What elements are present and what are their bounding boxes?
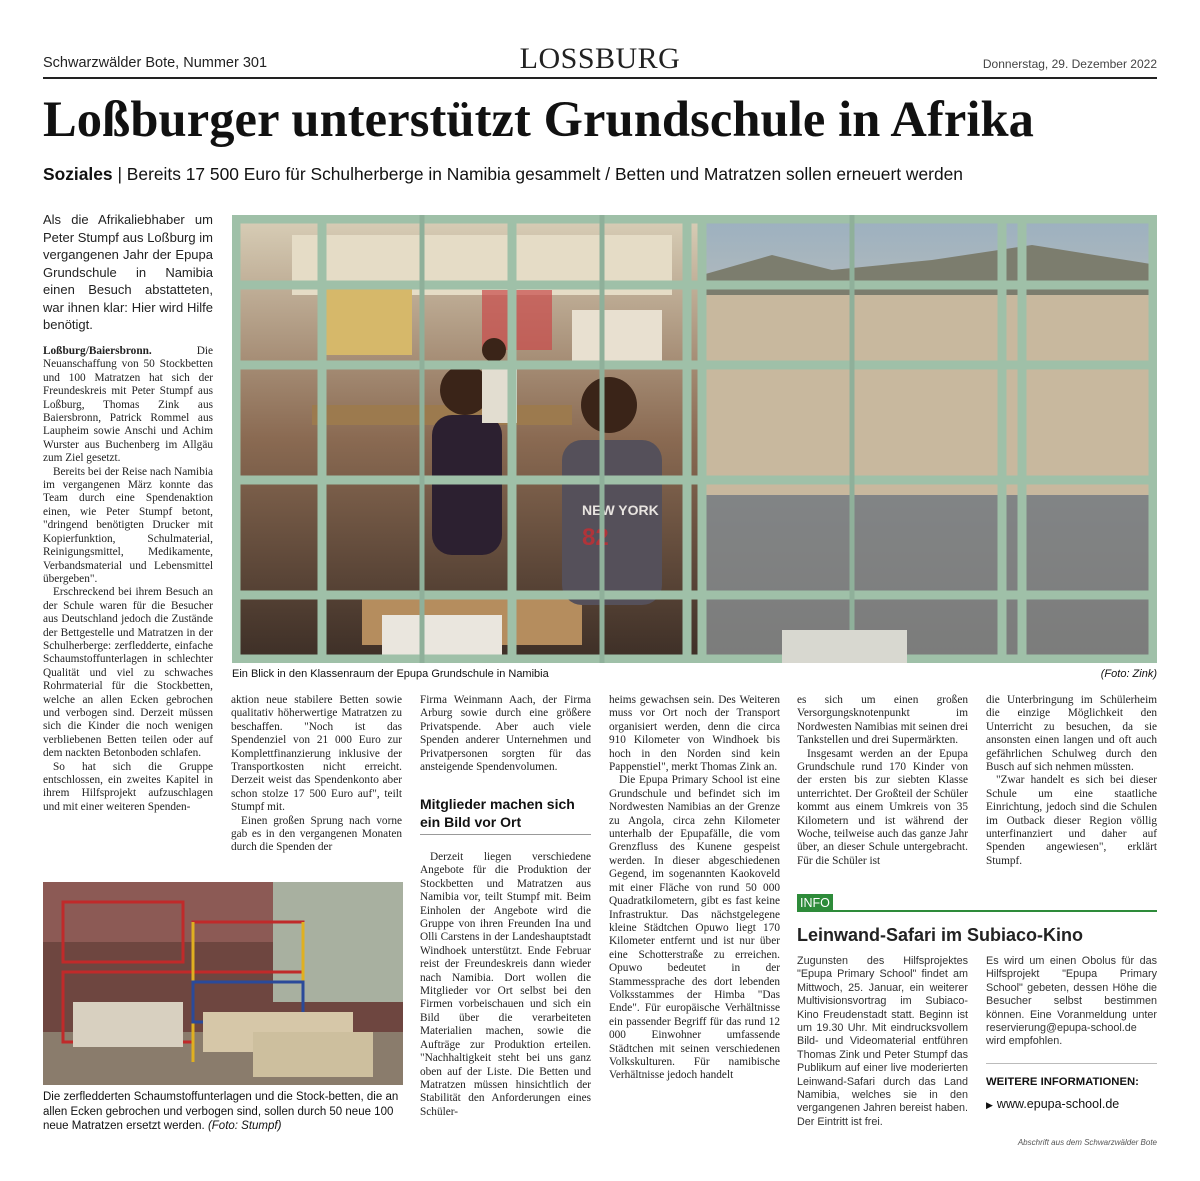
- kicker: Soziales: [43, 164, 113, 184]
- main-photo-caption: [232, 668, 1157, 680]
- column-1: [43, 345, 213, 814]
- caption-text: Ein Blick in den Klassenraum der Epupa Grundschule in Namibia: [232, 668, 549, 680]
- masthead-rule: [43, 77, 1157, 79]
- paragraph: Erschreckend bei ihrem Besuch an der Schule waren für die Besucher aus Deutschland jedoch die Zustände der Bettgestelle und Matratzen in der Schulherberge: zerfledderte, einfache Schaumstoffunterlagen in schlechter Qualität und viel zu schwaches Rohrmaterial für die Stockbetten, welche an allen Ecken gebrochen und verbogen sind. Derzeit müssen sich die Kinder die noch wenigen verbliebenen Betten teilen oder auf dem nackten Betonboden schlafen.: [43, 586, 213, 760]
- issue-date: Donnerstag, 29. Dezember 2022: [982, 57, 1157, 71]
- info-rule: [833, 910, 1157, 912]
- paragraph: Bereits bei der Reise nach Namibia im vergangenen März konnte das Team durch eine Spendenaktion einen, wie Peter Stumpf betont, "dringend benötigten Drucker mit Kopierfunktion, Schulmaterial, Reinigungsmittel, Medikamente, Verbandsmaterial und Lebensmittel übergeben".: [43, 465, 213, 585]
- svg-text:82: 82: [582, 524, 609, 551]
- paragraph: Einen großen Sprung nach vorne gab es in den vergangenen Monaten durch die Spenden der: [231, 814, 402, 854]
- section-title: LOSSBURG: [519, 42, 681, 75]
- bunk-photo-caption: [43, 1090, 403, 1134]
- bunk-beds-photo: [43, 882, 403, 1085]
- info-text-2: Es wird um einen Obolus für das Hilfsprojekt "Epupa Primary School" gebeten, dessen Höhe die Besucher selbst bestimmen können. Eine Voranmeldung unter reservierung@epupa-school.de wird empfohlen.: [986, 955, 1157, 1048]
- photo-credit: (Foto: Stumpf): [207, 1120, 282, 1132]
- paragraph: So hat sich die Gruppe entschlossen, ein zweites Kapitel in ihrem Hilfsprojekt aufzuschlagen und mit einer weiteren Spenden-: [43, 760, 213, 813]
- more-info-heading: WEITERE INFORMATIONEN:: [986, 1076, 1139, 1088]
- column-3: [420, 694, 591, 774]
- subhead-rule: [420, 834, 591, 835]
- link-text[interactable]: www.epupa-school.de: [996, 1097, 1120, 1111]
- dateline: Loßburg/Baiersbronn.: [43, 345, 152, 357]
- paper-name: Schwarzwälder Bote, Nummer 301: [43, 55, 268, 71]
- triangle-right-icon: ▶: [986, 1100, 993, 1110]
- info-text-1: Zugunsten des Hilfsprojektes "Epupa Primary School" findet am Mittwoch, 25. Januar, ein weiterer Multivisionsvortrag im Subiaco-Kino Freudenstadt statt. Beginn ist um 19.30 Uhr. Mit eindrucksvollem Bild- und Videomaterial entführen Thomas Zink und Peter Stumpf das Publikum auf einer live moderierten Leinwand-Safari durch das Land Namibia, welches sie in den vergangenen Jahren bereist haben. Der Eintritt ist frei.: [797, 955, 968, 1128]
- column-2: [231, 694, 402, 855]
- subheadline: Soziales | Bereits 17 500 Euro für Schulherberge in Namibia gesammelt / Betten und Matratzen sollen erneuert werden: [43, 164, 963, 184]
- paragraph: Derzeit liegen verschiedene Angebote für die Produktion der Stockbetten und Matratzen aus Namibia vor, teilt Stumpf mit. Beim Einholen der Angebote wird die Gruppe von ihren Freunden Ina und Olli Carstens in der Landeshauptstadt Windhoek unterstützt. Ende Februar reist der Freundeskreis dann wieder nach Namibia. Dort wollen die Mitglieder vor Ort selbst bei den Firmen vorbeischauen und sich ein Bild über die verarbeiteten Materialien machen, sowie die Aufträge zur Produktion erteilen. "Nachhaltigkeit steht bei uns ganz oben auf der Liste. Die Betten und Matratzen müssen hinsichtlich der Stabilität den Anforderungen eines Schüler-: [420, 851, 591, 1118]
- info-label: INFO: [797, 894, 833, 912]
- more-info-link[interactable]: [986, 1097, 1119, 1111]
- paragraph: die Unterbringung im Schülerheim die einzige Möglichkeit den Unterricht zu besuchen, da sie ansonsten einen langen und oft auch gefährlichen Schulweg durch den Busch auf sich nehmen müssten.: [986, 694, 1157, 774]
- classroom-photo: [232, 215, 1157, 663]
- paragraph: Die Epupa Primary School ist eine Grundschule und befindet sich im Nordwesten Namibias an der Grenze zu Angola, circa zehn Kilometer unterhalb der Epupafälle, die vom Grenzfluss des Kunene gespeist werden. In dieser abgeschiedenen Gegend, im sogenannten Kaokoveld mit einer Fläche von rund 50 000 Quadratkilometern, gibt es fast keine Infrastruktur. Das nächstgelegene kleine Städtchen Opuwo liegt 170 Kilometer entfernt und ist nur über eine Schotterstraße zu erreichen. Opuwo bedeutet in der Stammessprache des dort lebenden Volksstammes der Himba "Das Ende". Für europäische Verhältnisse ein passender Begriff für das rund 12 000 Einwohner umfassende Städtchen mit seinen verschiedenen Volkskulturen. Für namibische Verhältnisse jedoch handelt: [609, 774, 780, 1082]
- paragraph: aktion neue stabilere Betten sowie qualitativ höherwertige Matratzen zu beschaffen. "Noch ist das Spendenziel von 21 000 Euro zur Komplettfinanzierung inklusive der Transportkosten nicht erreicht. Derzeit weist das Spendenkonto aber schon stolze 17 500 Euro auf", teilt Stumpf mit.: [231, 694, 402, 814]
- paragraph: Insgesamt werden an der Epupa Grundschule rund 170 Kinder von der ersten bis zur siebten Klasse unterrichtet. Der Großteil der Schüler kommt aus einem Umkreis von 35 Kilometern und ist während der Woche, teilweise auch das ganze Jahr über, an dieser Schule untergebracht. Für die Schüler ist: [797, 747, 968, 867]
- column-5: [797, 694, 968, 868]
- caption-text: Die zerfledderten Schaumstoffunterlagen und die Stock-betten, die an allen Ecken gebrochen und verbogen sind, sollen durch 50 neue 100 neue Matratzen ersetzt werden.: [43, 1091, 399, 1132]
- column-6: [986, 694, 1157, 868]
- svg-text:NEW YORK: NEW YORK: [582, 502, 659, 518]
- photo-credit: (Foto: Zink): [1100, 668, 1157, 680]
- paragraph: "Zwar handelt es sich bei dieser Schule um eine staatliche Einrichtung, jedoch sind die Schulen im Outback dieser Region völlig unterfinanziert und daher auf Spenden angewiesen", erklärt Stumpf.: [986, 774, 1157, 867]
- column-3-continued: [420, 851, 591, 1119]
- source-note: Abschrift aus dem Schwarzwälder Bote: [1017, 1138, 1157, 1147]
- more-info-rule: [986, 1063, 1157, 1064]
- paragraph: Loßburg/Baiersbronn. Die Neuanschaffung von 50 Stockbetten und 100 Matratzen hat sich der Freundeskreis mit Peter Stumpf aus Loßburg, Thomas Zink aus Baiersbronn, Patrick Rommel aus Laupheim sowie Anschi und Achim Wurster aus Buchenberg im Allgäu zum Ziel gesetzt.: [43, 345, 213, 465]
- paragraph: heims gewachsen sein. Des Weiteren muss vor Ort noch der Transport organisiert werden, denn die circa 910 Kilometer von Windhoek bis hoch in den Norden sind kein Pappenstiel", merkt Thomas Zink an.: [609, 694, 780, 774]
- lead-paragraph: Als die Afrikaliebhaber um Peter Stumpf aus Loßburg im vergangenen Jahr der Epupa Grundschule in Namibia einen Besuch abstatteten, war ihnen klar: Hier wird Hilfe benötigt.: [43, 212, 213, 332]
- info-title: Leinwand-Safari im Subiaco-Kino: [797, 925, 1084, 945]
- paragraph: Firma Weinmann Aach, der Firma Arburg sowie durch eine größere Privatspende. Aber auch viele Spenden anderer Unternehmen und Privatpersonen sorgten für das ansteigende Spendenvolumen.: [420, 694, 591, 774]
- intermediate-heading: Mitglieder machen sich ein Bild vor Ort: [420, 796, 575, 830]
- column-4: [609, 694, 780, 1083]
- paragraph: es sich um einen großen Versorgungsknotenpunkt im Nordwesten Namibias mit seinen drei Tankstellen und drei Supermärkten.: [797, 694, 968, 747]
- subheadline-text: Bereits 17 500 Euro für Schulherberge in Namibia gesammelt / Betten und Matratzen sollen erneuert werden: [126, 164, 963, 184]
- headline: Loßburger unterstützt Grundschule in Afrika: [43, 91, 1035, 147]
